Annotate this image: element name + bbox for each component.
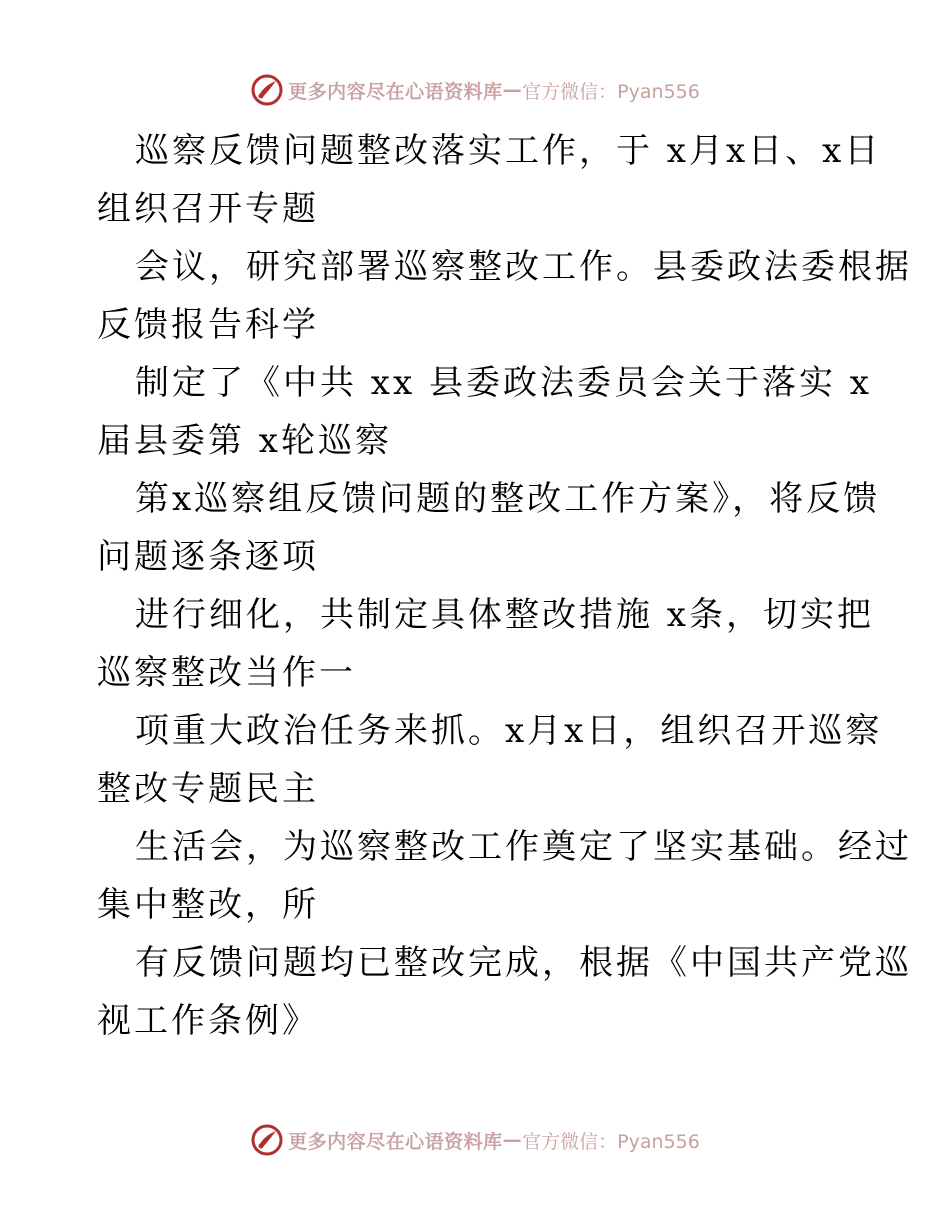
paragraph-line: 生活会，为巡察整改工作奠定了坚实基础。经过 <box>135 827 912 867</box>
paragraph <box>97 354 872 470</box>
paragraph <box>97 470 881 586</box>
brush-logo-icon <box>250 1123 284 1157</box>
paragraph-line: 组织召开专题 <box>97 189 319 229</box>
paragraph <box>97 818 912 934</box>
paragraph <box>97 238 912 354</box>
paragraph-line: 第x巡察组反馈问题的整改工作方案》，将反馈 <box>135 479 881 519</box>
header-brand-text: 更多内容尽在心语资料库 <box>288 80 503 103</box>
paragraph <box>97 586 874 702</box>
brush-logo-icon <box>250 73 284 107</box>
header-wechat-text: 官方微信：Pyan556 <box>522 80 700 103</box>
paragraph-line: 制定了《中共 xx 县委政法委员会关于落实 x <box>135 363 872 403</box>
footer-dash: — <box>502 1129 523 1151</box>
paragraph <box>97 702 883 818</box>
paragraph-line: 整改专题民主 <box>97 769 319 809</box>
paragraph-line: 巡察整改当作一 <box>97 653 356 693</box>
paragraph-line: 巡察反馈问题整改落实工作，于 x月x日、x日 <box>135 131 882 171</box>
header-dash: — <box>502 79 523 101</box>
paragraph-line: 届县委第 x轮巡察 <box>97 421 392 461</box>
paragraph-line: 视工作条例》 <box>97 1001 319 1041</box>
paragraph-line: 有反馈问题均已整改完成，根据《中国共产党巡 <box>135 943 912 983</box>
body-text <box>97 122 912 1050</box>
paragraph-line: 会议，研究部署巡察整改工作。县委政法委根据 <box>135 247 912 287</box>
footer-watermark-banner <box>0 1120 950 1160</box>
header-watermark-banner <box>0 70 950 110</box>
footer-brand-text: 更多内容尽在心语资料库 <box>288 1130 503 1153</box>
paragraph-line: 项重大政治任务来抓。x月x日，组织召开巡察 <box>135 711 883 751</box>
paragraph-line: 问题逐条逐项 <box>97 537 319 577</box>
paragraph-line: 进行细化，共制定具体整改措施 x条，切实把 <box>135 595 874 635</box>
paragraph <box>97 122 882 238</box>
paragraph-line: 集中整改，所 <box>97 885 319 925</box>
footer-wechat-text: 官方微信：Pyan556 <box>522 1130 700 1153</box>
paragraph <box>97 934 912 1050</box>
paragraph-line: 反馈报告科学 <box>97 305 319 345</box>
